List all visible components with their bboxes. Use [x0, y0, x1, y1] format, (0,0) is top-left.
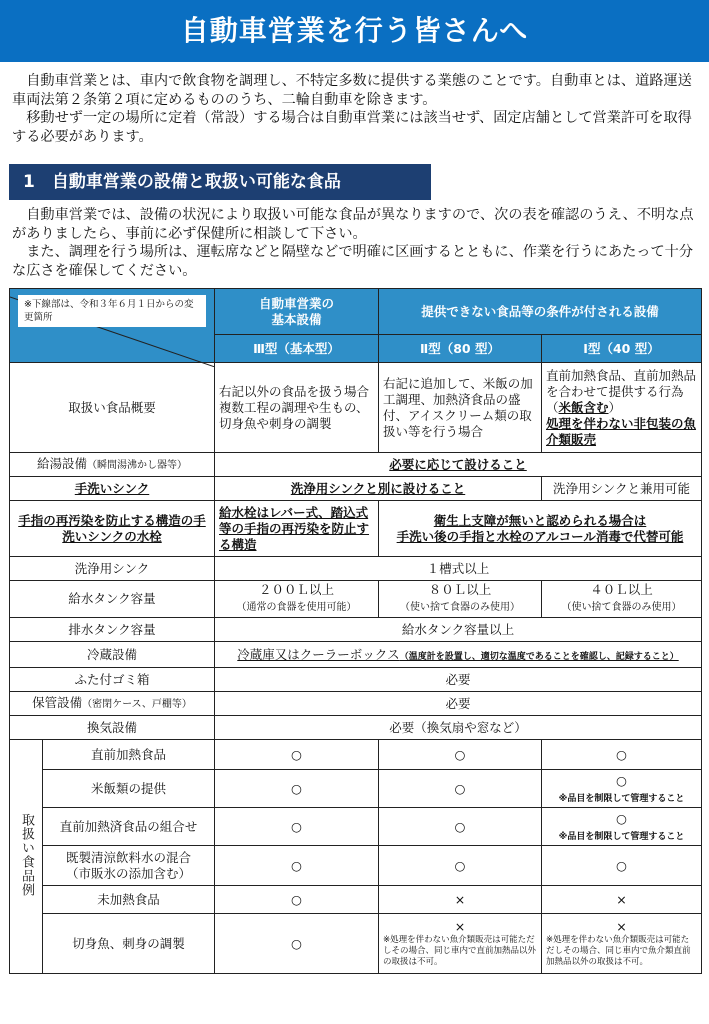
row-label-faucet: 手指の再汚染を防止する構造の手洗いシンクの水栓: [10, 501, 215, 557]
row-label-waste-tank: 排水タンク容量: [10, 618, 215, 642]
row-label-trash: ふた付ゴミ箱: [10, 668, 215, 692]
mark-ng-note: × ※処理を伴わない魚介類販売は可能ただしその場合、同じ車内で魚介類直前加熱品以外の取扱は不可。: [542, 914, 702, 974]
mark-ng: ×: [379, 886, 542, 914]
section-1-text: [12, 206, 700, 280]
example-label: 切身魚、刺身の調製: [43, 914, 215, 974]
section-1-heading: 1 自動車営業の設備と取扱い可能な食品: [9, 164, 431, 200]
examples-group-label: 取扱い食品例: [10, 740, 43, 974]
faucet-type-3: 給水栓はレバー式、踏込式等の手指の再汚染を防止する構造: [215, 501, 379, 557]
mark-ok: ○: [215, 740, 379, 770]
page-title-banner: 自動車営業を行う皆さんへ: [0, 0, 709, 62]
mark-ok: ○: [215, 770, 379, 808]
row-label-food-overview: 取扱い食品概要: [10, 363, 215, 453]
mark-ok: ○: [379, 846, 542, 886]
mark-ok: ○: [215, 808, 379, 846]
mark-ng: ×: [542, 886, 702, 914]
header-basic-equipment: 自動車営業の 基本設備: [215, 289, 379, 335]
table-corner-cell: [10, 289, 215, 363]
header-conditional-equipment: 提供できない食品等の条件が付される設備: [379, 289, 702, 335]
row-label-wash-sink: 洗浄用シンク: [10, 557, 215, 581]
example-label: 米飯類の提供: [43, 770, 215, 808]
row-label-storage: 保管設備（密閉ケース、戸棚等）: [10, 692, 215, 716]
water-tank-type-1: ４０Ｌ以上 （使い捨て食器のみ使用）: [542, 581, 702, 618]
waste-tank-value: 給水タンク容量以上: [215, 618, 702, 642]
hand-sink-type-1: 洗浄用シンクと兼用可能: [542, 477, 702, 501]
food-overview-type-3: 右記以外の食品を扱う場合 複数工程の調理や生もの、切身魚や刺身の調製: [215, 363, 379, 453]
ventilation-value: 必要（換気扇や窓など）: [215, 716, 702, 740]
header-type-3: Ⅲ型（基本型）: [215, 335, 379, 363]
mark-ok: ○: [379, 770, 542, 808]
intro-text: [12, 72, 700, 146]
section-1-paragraph-2: また、調理を行う場所は、運転席などと隔壁などで明確に区画するとともに、作業を行うにあたって十分な広さを確保してください。: [12, 244, 694, 279]
example-label: 直前加熱食品: [43, 740, 215, 770]
hand-sink-value: 洗浄用シンクと別に設けること: [215, 477, 542, 501]
row-label-fridge: 冷蔵設備: [10, 642, 215, 668]
mark-ok: ○: [379, 740, 542, 770]
example-label: 既製清涼飲料水の混合 （市販氷の添加含む）: [43, 846, 215, 886]
storage-value: 必要: [215, 692, 702, 716]
header-type-1: Ⅰ型（40 型）: [542, 335, 702, 363]
mark-ng-note: × ※処理を伴わない魚介類販売は可能ただしその場合、同じ車内で直前加熱品以外の取扱は不可。: [379, 914, 542, 974]
food-overview-type-1: 直前加熱食品、直前加熱品 を合わせて提供する行為（米飯含む） 処理を伴わない非包装の魚介類販売: [542, 363, 702, 453]
food-overview-type-2: 右記に追加して、米飯の加工調理、加熱済食品の盛付、アイスクリーム類の取扱い等を行う場合: [379, 363, 542, 453]
example-label: 未加熱食品: [43, 886, 215, 914]
row-label-ventilation: 換気設備: [10, 716, 215, 740]
mark-ok: ○: [215, 846, 379, 886]
wash-sink-value: １槽式以上: [215, 557, 702, 581]
mark-ok: ○: [542, 740, 702, 770]
mark-ok-limited: ○ ※品目を制限して管理すること: [542, 808, 702, 846]
water-tank-type-2: ８０Ｌ以上 （使い捨て食器のみ使用）: [379, 581, 542, 618]
row-label-hand-sink: 手洗いシンク: [10, 477, 215, 501]
intro-paragraph-2: 移動せず一定の場所に定着（常設）する場合は自動車営業には該当せず、固定店舗として営業許可を取得する必要があります。: [12, 110, 692, 145]
mark-ok: ○: [379, 808, 542, 846]
faucet-conditional: 衛生上支障が無いと認められる場合は 手洗い後の手指と水栓のアルコール消毒で代替可能: [379, 501, 702, 557]
trash-value: 必要: [215, 668, 702, 692]
equipment-table: [9, 288, 702, 974]
row-label-hot-water: 給湯設備（瞬間湯沸かし器等）: [10, 453, 215, 477]
change-note: ※下線部は、令和３年６月１日からの変更箇所: [18, 295, 206, 327]
example-label: 直前加熱済食品の組合せ: [43, 808, 215, 846]
fridge-value: 冷蔵庫又はクーラーボックス（温度計を設置し、適切な温度であることを確認し、記録すること）: [215, 642, 702, 668]
section-1-paragraph-1: 自動車営業では、設備の状況により取扱い可能な食品が異なりますので、次の表を確認のうえ、不明な点がありましたら、事前に必ず保健所に相談して下さい。: [12, 207, 694, 242]
mark-ok: ○: [542, 846, 702, 886]
mark-ok: ○: [215, 886, 379, 914]
hot-water-value: 必要に応じて設けること: [215, 453, 702, 477]
row-label-water-tank: 給水タンク容量: [10, 581, 215, 618]
mark-ok: ○: [215, 914, 379, 974]
mark-ok-limited: ○ ※品目を制限して管理すること: [542, 770, 702, 808]
header-type-2: Ⅱ型（80 型）: [379, 335, 542, 363]
water-tank-type-3: ２００Ｌ以上 （通常の食器を使用可能）: [215, 581, 379, 618]
intro-paragraph-1: 自動車営業とは、車内で飲食物を調理し、不特定多数に提供する業態のことです。自動車とは、道路運送車両法第２条第２項に定めるもののうち、二輪自動車を除きます。: [12, 73, 692, 108]
